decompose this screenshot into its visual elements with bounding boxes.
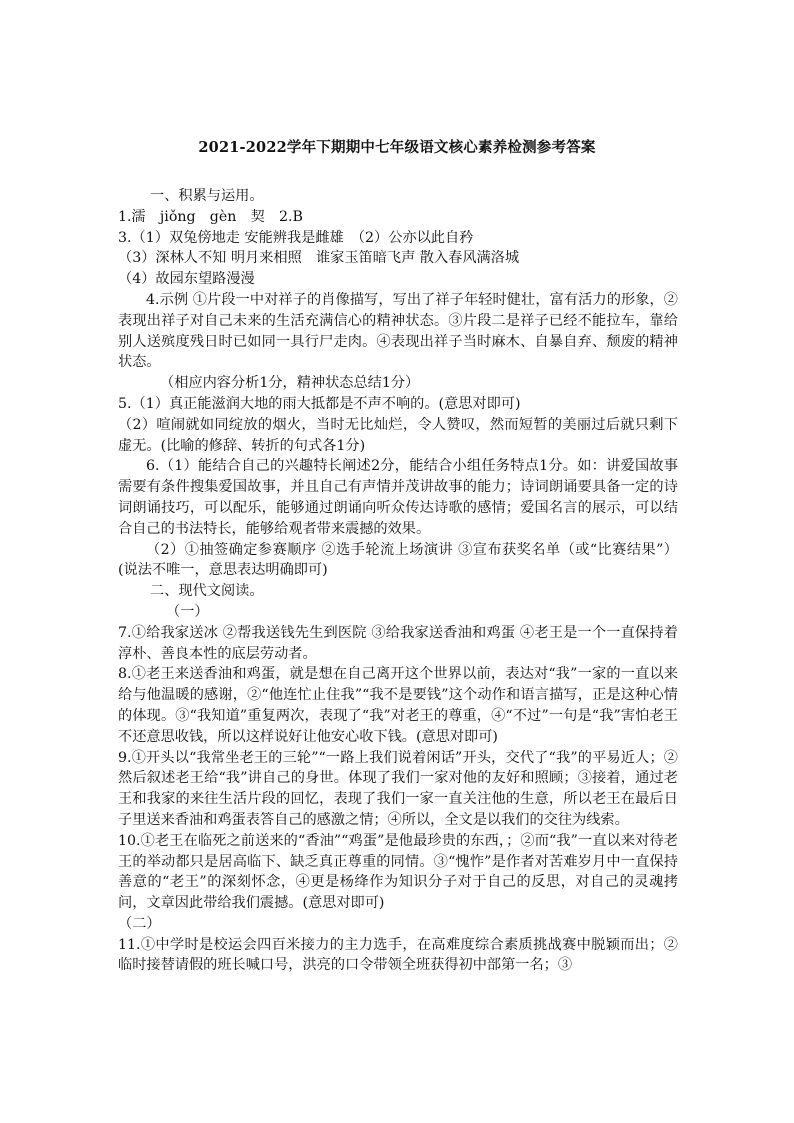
answer-paragraph: 5.（1）真正能滋润大地的雨大抵都是不声不响的。(意思对即可) [118,395,521,412]
subsection-heading: （一） [166,603,209,620]
section-heading: 一、积累与运用。 [150,188,264,204]
section-heading: 二、现代文阅读。 [150,583,264,600]
answer-paragraph: 7.①给我家送冰 ②帮我送钱先生到医院 ③给我家送香油和鸡蛋 ④老王是一个一直保持着淳朴、善良本性的底层劳动者。 [118,624,678,662]
answer-paragraph: （3）深林人不知 明月来相照 谁家玉笛暗飞声 散入春风满洛城 [118,250,520,267]
answer-paragraph: 6.（1）能结合自己的兴趣特长阐述2分，能结合小组任务特点1分。如：讲爱国故事需要有条件搜集爱国故事，并且自己有声情并茂讲故事的能力；诗词朗诵要具备一定的诗词朗诵技巧，可以配乐，能够通过朗诵向听众传达诗歌的感情；爱国名言的展示，可以结合自己的书法特长，能够给观者带来震撼的效果。 [118,458,678,537]
scoring-note: （相应内容分析1分，精神状态总结1分） [160,375,420,392]
answer-paragraph: 1.濡 jiǒng gèn 契 2.B [118,208,303,225]
answer-paragraph: 9.①开头以“我常坐老王的三轮”“一路上我们说着闲话”开头，交代了“我”的平易近人；②然后叙述老王给“我”讲自己的身世。体现了我们一家对他的友好和照顾；③接着，通过老王和我家的来往生活片段的回忆，表现了我们一家一直关注他的生意，所以老王在最后日子里送来香油和鸡蛋表答自己的感激之情；④所以，全文是以我们的交往为线索。 [118,749,678,828]
page-title: 2021-2022学年下期期中七年级语文核心素养检测参考答案 [198,139,596,156]
answer-paragraph: 11.①中学时是校运会四百米接力的主力选手，在高难度综合素质挑战赛中脱颖而出；②临时接替请假的班长喊口号，洪亮的口令带领全班获得初中部第一名；③ [118,936,678,974]
answer-paragraph: 4.示例 ①片段一中对祥子的肖像描写，写出了祥子年轻时健壮，富有活力的形象，②表现出祥子对自己未来的生活充满信心的精神状态。③片段二是祥子已经不能拉车，靠给别人送殡度残日时已如同一具行尸走肉。④表现出祥子当时麻木、自暴自弃、颓废的精神状态。 [118,291,678,371]
answer-paragraph: （4）故园东望路漫漫 [118,271,255,288]
answer-paragraph: （2）①抽签确定参赛顺序 ②选手轮流上场演讲 ③宣布获奖名单（或“比赛结果”）(说法不唯一，意思表达明确即可) [118,541,678,579]
answer-paragraph: 3.（1）双兔傍地走 安能辨我是雌雄 （2）公亦以此自矜 [118,229,474,246]
answer-body [118,186,678,976]
answer-paragraph: （2）喧闹就如同绽放的烟火，当时无比灿烂，令人赞叹，然而短暂的美丽过后就只剩下虚无。(比喻的修辞、转折的句式各1分) [118,416,678,454]
answer-paragraph: 8.①老王来送香油和鸡蛋，就是想在自己离开这个世界以前，表达对“我”一家的一直以来给与他温暖的感谢，②“他连忙止住我”“我不是要钱”这个动作和语言描写，正是这种心情的体现。③“我知道”重复两次，表现了“我”对老王的尊重，④“不过”一句是“我”害怕老王不还意思收钱，所以这样说好让他安心收下钱。(意思对即可) [118,666,678,745]
subsection-heading: （二） [118,915,161,932]
answer-paragraph: 10.①老王在临死之前送来的“香油”“鸡蛋”是他最珍贵的东西，；②而“我”一直以来对待老王的举动都只是居高临下、缺乏真正尊重的同情。③“愧怍”是作者对苦难岁月中一直保持善意的“老王”的深刻怀念，④更是杨绛作为知识分子对于自己的反思，对自己的灵魂拷问，文章因此带给我们震撼。(意思对即可) [118,832,678,912]
